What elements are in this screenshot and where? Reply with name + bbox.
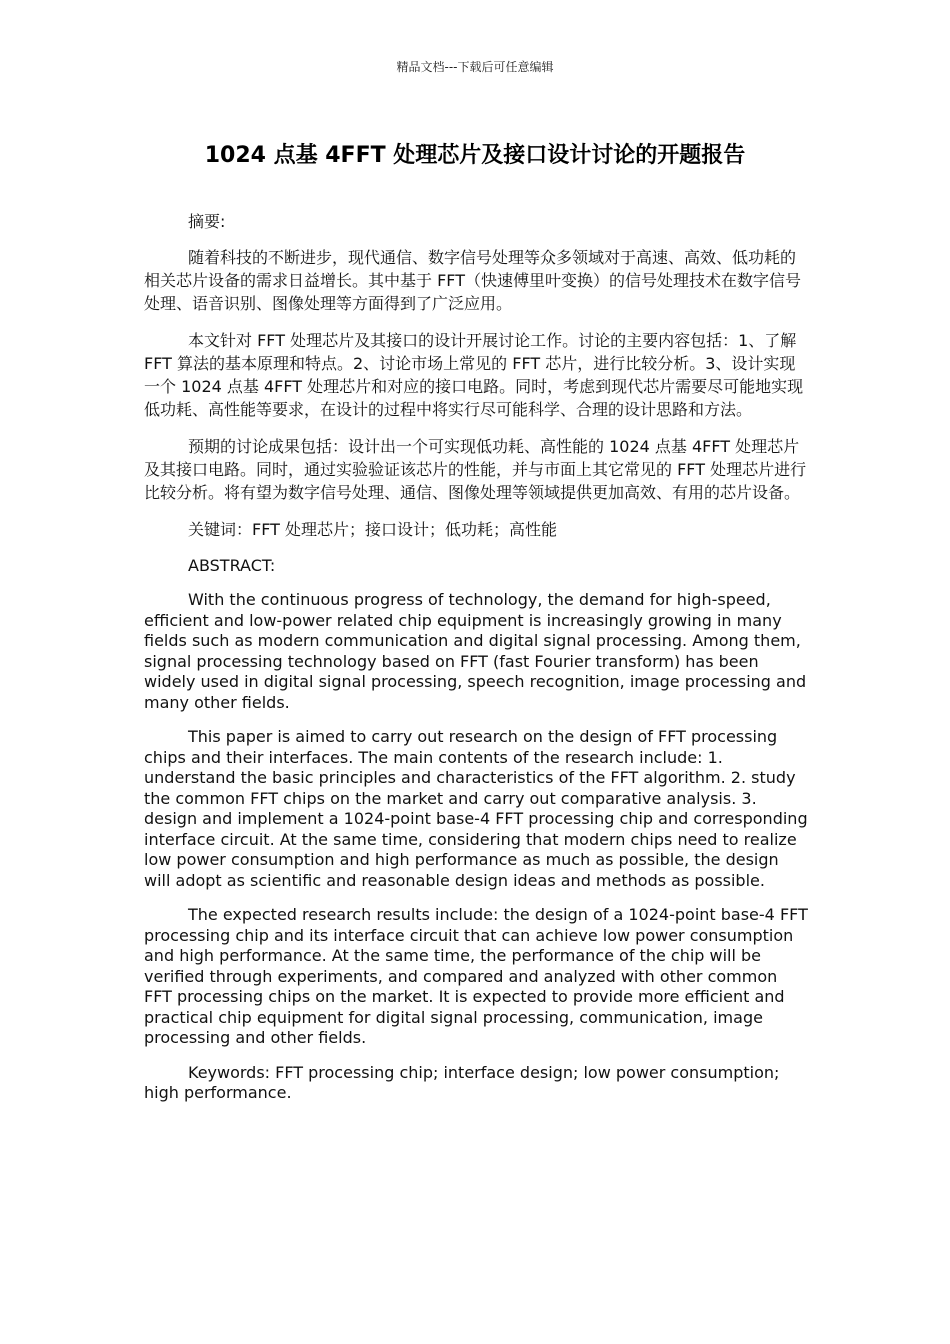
keywords-cn: 关键词：FFT 处理芯片；接口设计；低功耗；高性能	[188, 520, 557, 539]
abstract-cn-paragraph: 本文针对 FFT 处理芯片及其接口的设计开展讨论工作。讨论的主要内容包括：1、了解 FFT 算法的基本原理和特点。2、讨论市场上常见的 FFT 芯片，进行比较分析。3、设计实现一个 1024 点基 4FFT 处理芯片和对应的接口电路。同时，考虑到现代芯片需要尽可能地实现低功耗、高性能等要求，在设计的过程中将实行尽可能科学、合理的设计思路和方法。	[144, 331, 804, 419]
abstract-en-paragraph: With the continuous progress of technology, the demand for high-speed, efficient and low-power related chip equipment is increasingly growing in many fields such as modern communication and digital signal processing. Among them, signal processing technology based on FFT (fast Fourier transform) has been widely used in digital signal processing, speech recognition, image processing and many other fields.	[144, 590, 807, 712]
header-note: 精品文档---下载后可任意编辑	[396, 60, 554, 74]
abstract-cn-paragraph: 预期的讨论成果包括：设计出一个可实现低功耗、高性能的 1024 点基 4FFT 处理芯片及其接口电路。同时，通过实验验证该芯片的性能，并与市面上其它常见的 FFT 处理芯片进行比较分析。将有望为数字信号处理、通信、图像处理等领域提供更加高效、有用的芯片设备。	[144, 437, 807, 502]
document-title: 1024 点基 4FFT 处理芯片及接口设计讨论的开题报告	[204, 143, 746, 168]
abstract-en-paragraph: This paper is aimed to carry out research on the design of FFT processing chips and their interfaces. The main contents of the research include: 1. understand the basic principles and characteristics of the FFT algorithm. 2. study the common FFT chips on the market and carry out comparative analysis. 3. design and implement a 1024-point base-4 FFT processing chip and corresponding interface circuit. At the same time, considering that modern chips need to realize low power consumption and high performance as much as possible, the design will adopt as scientific and reasonable design ideas and methods as possible.	[144, 727, 808, 890]
keywords-en: Keywords: FFT processing chip; interface design; low power consumption; high performance.	[144, 1062, 780, 1102]
document-body	[144, 210, 808, 1118]
abstract-cn-label: 摘要:	[188, 212, 226, 231]
abstract-en-paragraph: The expected research results include: the design of a 1024-point base-4 FFT processing chip and its interface circuit that can achieve low power consumption and high performance. At the same time, the performance of the chip will be verified through experiments, and compared and analyzed with other common FFT processing chips on the market. It is expected to provide more efficient and practical chip equipment for digital signal processing, communication, image processing and other fields.	[144, 905, 808, 1047]
abstract-cn-paragraph: 随着科技的不断进步，现代通信、数字信号处理等众多领域对于高速、高效、低功耗的相关芯片设备的需求日益增长。其中基于 FFT（快速傅里叶变换）的信号处理技术在数字信号处理、语音识别、图像处理等方面得到了广泛应用。	[144, 248, 801, 313]
abstract-en-label: ABSTRACT:	[188, 556, 276, 575]
